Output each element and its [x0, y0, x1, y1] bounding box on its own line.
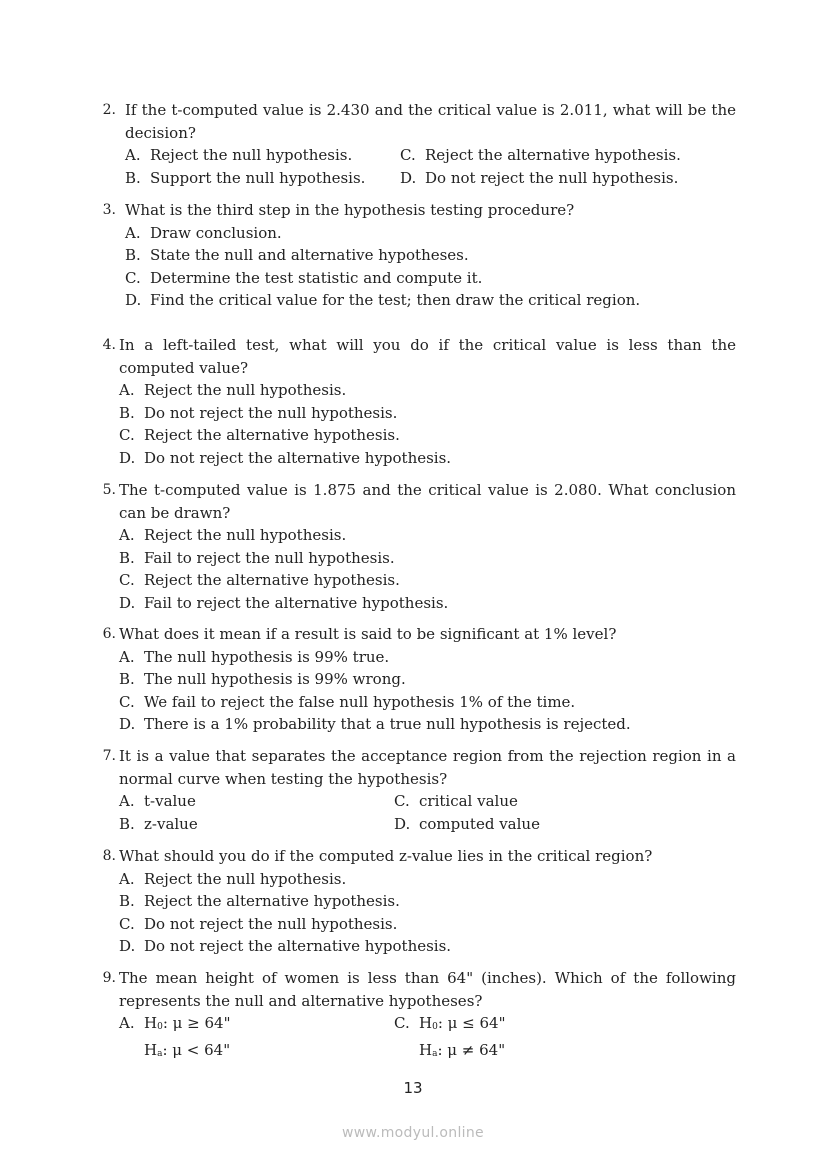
question-stem: What is the third step in the hypothesis testing procedure?	[125, 201, 575, 219]
question-stem: What does it mean if a result is said to be significant at 1% level?	[119, 625, 617, 643]
option-c: C. Reject the alternative hypothesis.	[119, 426, 400, 444]
option-c-ha: $H_a$: μ ≠ 64"	[419, 1040, 506, 1059]
question-number: 4.	[102, 337, 116, 353]
option-b: B. Fail to reject the null hypothesis.	[119, 548, 395, 567]
option-c: C. Do not reject the null hypothesis.	[119, 914, 398, 933]
option-c: C. critical value	[394, 792, 518, 810]
option-a-h0: A. $H_0$: μ ≥ 64"	[119, 1014, 231, 1032]
option-a: A. The null hypothesis is 99% true.	[119, 647, 390, 666]
option-a: A. t-value	[119, 792, 196, 810]
option-d: D. Do not reject the alternative hypothesis.	[119, 448, 452, 467]
option-a: A. Reject the null hypothesis.	[119, 381, 347, 399]
option-b: B. State the null and alternative hypotheses.	[125, 246, 469, 264]
question-9	[96, 967, 736, 1065]
option-a: A. Reject the null hypothesis.	[125, 146, 353, 164]
question-4	[96, 334, 736, 469]
question-number: 6.	[102, 626, 116, 642]
option-c: C. Determine the test statistic and compute it.	[125, 268, 483, 287]
option-d: D. Find the critical value for the test; then draw the critical region.	[125, 291, 641, 309]
option-c-h0: C. $H_0$: μ ≤ 64"	[394, 1014, 506, 1032]
option-d: D. Do not reject the alternative hypothesis.	[119, 937, 452, 955]
question-number: 9.	[102, 970, 116, 986]
question-8	[96, 845, 736, 958]
option-c: C. Reject the alternative hypothesis.	[119, 571, 400, 589]
option-b: B. Reject the alternative hypothesis.	[119, 892, 400, 910]
option-a: A. Reject the null hypothesis.	[119, 526, 347, 544]
option-d: D. computed value	[394, 814, 540, 833]
question-stem: The mean height of women is less than 64" (inches). Which of the following represents the null and alternative hypotheses?	[119, 969, 736, 1010]
option-b: B. The null hypothesis is 99% wrong.	[119, 670, 406, 688]
question-number: 7.	[102, 748, 116, 764]
option-b: B. z-value	[119, 814, 198, 833]
option-c: C. We fail to reject the false null hypothesis 1% of the time.	[119, 692, 576, 711]
option-d: D. There is a 1% probability that a true null hypothesis is rejected.	[119, 715, 631, 733]
question-number: 8.	[102, 848, 116, 864]
watermark: www.modyul.online	[342, 1125, 484, 1141]
question-6	[96, 623, 736, 736]
option-a: A. Reject the null hypothesis.	[119, 869, 347, 888]
question-7	[96, 745, 736, 835]
option-c: C. Reject the alternative hypothesis.	[400, 146, 681, 164]
question-stem: The t-computed value is 1.875 and the critical value is 2.080. What conclusion can be drawn?	[119, 481, 736, 522]
question-3	[96, 199, 736, 312]
question-number: 2.	[102, 102, 116, 118]
option-a: A. Draw conclusion.	[125, 223, 282, 242]
option-d: D. Fail to reject the alternative hypothesis.	[119, 593, 449, 612]
question-2	[96, 99, 736, 189]
question-stem: What should you do if the computed z-value lies in the critical region?	[119, 847, 653, 865]
question-number: 3.	[102, 202, 116, 218]
question-5	[96, 479, 736, 614]
option-b: B. Support the null hypothesis.	[125, 168, 366, 187]
option-d: D. Do not reject the null hypothesis.	[400, 168, 679, 187]
question-stem: If the t-computed value is 2.430 and the critical value is 2.011, what will be the decision?	[125, 101, 736, 142]
page-number: 13	[403, 1079, 423, 1097]
question-number: 5.	[102, 482, 116, 498]
question-stem: It is a value that separates the acceptance region from the rejection region in a normal curve when testing the hypothesis?	[119, 747, 736, 788]
option-b: B. Do not reject the null hypothesis.	[119, 403, 398, 422]
question-stem: In a left-tailed test, what will you do if the critical value is less than the computed value?	[119, 336, 736, 377]
option-a-ha: $H_a$: μ < 64"	[144, 1040, 231, 1059]
